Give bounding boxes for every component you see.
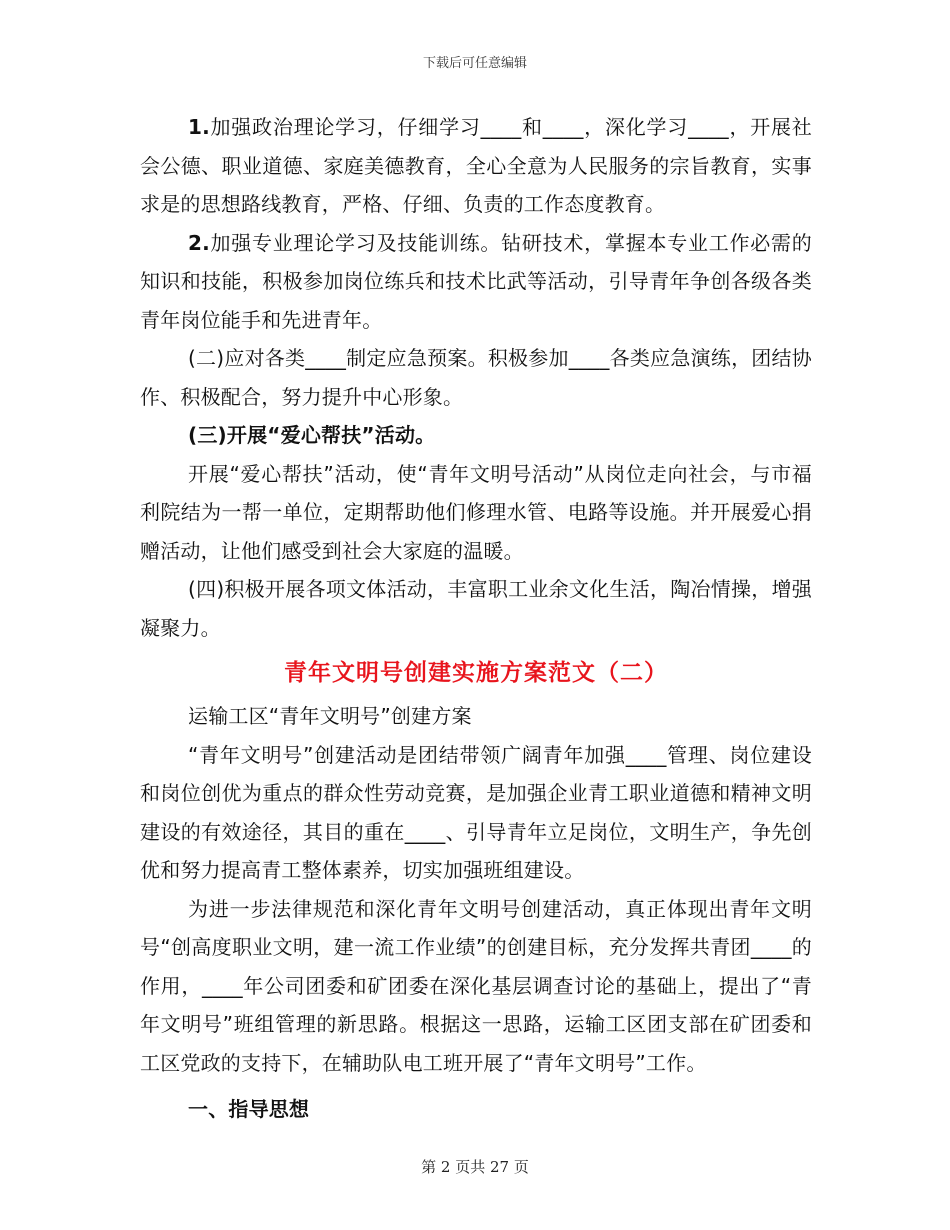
paragraph-5: 开展“爱心帮扶”活动，使“青年文明号活动”从岗位走向社会，与市福利院结为一帮一单位，定期帮助他们修理水管、电路等设施。并开展爱心捐赠活动，让他们感受到社会大家庭的温暖。	[140, 461, 812, 563]
paragraph-text: 加强专业理论学习及技能训练。钻研技术，掌握本专业工作必需的知识和技能，积极参加岗位练兵和技术比武等活动，引导青年争创各级各类青年岗位能手和先进青年。	[140, 230, 812, 332]
paragraph-2	[140, 224, 812, 340]
list-number: 1.	[188, 115, 210, 139]
page-header: 下载后可任意编辑	[422, 56, 527, 71]
paragraph-text: 加强政治理论学习，仔细学习____和____，深化学习____，开展社会公德、职业道德、家庭美德教育，全心全意为人民服务的宗旨教育，实事求是的思想路线教育，严格、仔细、负责的工作态度教育。	[140, 115, 812, 216]
section-heading-guiding: 一、指导思想	[188, 1097, 310, 1121]
page-footer: 第 2 页共 27 页	[421, 1158, 529, 1176]
paragraph-8: “青年文明号”创建活动是团结带领广阔青年加强____管理、岗位建设和岗位创优为重点的群众性劳动竞赛，是加强企业青工职业道德和精神文明建设的有效途径，其目的重在____、引导青年立足岗位，文明生产，争先创优和努力提高青工整体素养，切实加强班组建设。	[140, 742, 812, 882]
document-body	[140, 108, 812, 1129]
paragraph-6: (四)积极开展各项文体活动，丰富职工业余文化生活，陶冶情操，增强凝聚力。	[140, 577, 812, 640]
section-heading-3: (三)开展“爱心帮扶”活动。	[188, 423, 436, 447]
paragraph-1	[140, 108, 812, 224]
paragraph-subtitle: 运输工区“青年文明号”创建方案	[188, 704, 472, 728]
paragraph-9: 为进一步法律规范和深化青年文明号创建活动，真正体现出青年文明号“创高度职业文明，建一流工作业绩”的创建目标，充分发挥共青团____的作用，____年公司团委和矿团委在深化基层调查讨论的基础上，提出了“青年文明号”班组管理的新思路。根据这一思路，运输工区团支部在矿团委和工区党政的支持下，在辅助队电工班开展了“青年文明号”工作。	[140, 896, 812, 1075]
document-title: 青年文明号创建实施方案范文（二）	[284, 660, 668, 686]
paragraph-3: (二)应对各类____制定应急预案。积极参加____各类应急演练，团结协作、积极配合，努力提升中心形象。	[140, 346, 812, 409]
list-number: 2.	[188, 230, 210, 255]
